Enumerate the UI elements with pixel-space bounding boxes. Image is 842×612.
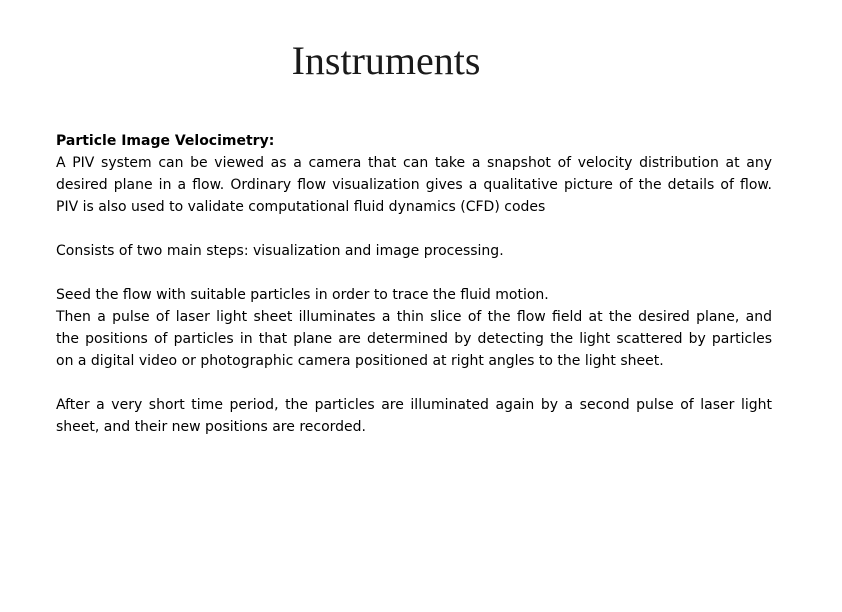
text-line: desired plane in a flow. Ordinary flow visualization gives a qualitative picture of the details of flow.: [56, 177, 772, 193]
text-line: After a very short time period, the particles are illuminated again by a second pulse of laser light: [56, 397, 772, 413]
paragraph-second-pulse: [56, 394, 772, 438]
text-line: on a digital video or photographic camera positioned at right angles to the light sheet.: [56, 353, 664, 369]
slide-title: Instruments: [291, 38, 481, 83]
paragraph-main-steps: [56, 240, 772, 262]
text-line: Consists of two main steps: visualization and image processing.: [56, 243, 504, 259]
slide-body: [56, 130, 772, 438]
text-line: Seed the flow with suitable particles in order to trace the fluid motion.: [56, 287, 549, 303]
text-line: sheet, and their new positions are recorded.: [56, 419, 366, 435]
section-heading: Particle Image Velocimetry:: [56, 133, 275, 149]
text-line: PIV is also used to validate computational fluid dynamics (CFD) codes: [56, 199, 546, 215]
text-line: the positions of particles in that plane are determined by detecting the light scattered by particles: [56, 331, 772, 347]
paragraph-seeding: [56, 284, 772, 372]
text-line: Then a pulse of laser light sheet illuminates a thin slice of the flow field at the desired plane, and: [56, 309, 772, 325]
paragraph-piv-intro: [56, 130, 772, 218]
text-line: A PIV system can be viewed as a camera that can take a snapshot of velocity distribution at any: [56, 155, 772, 171]
